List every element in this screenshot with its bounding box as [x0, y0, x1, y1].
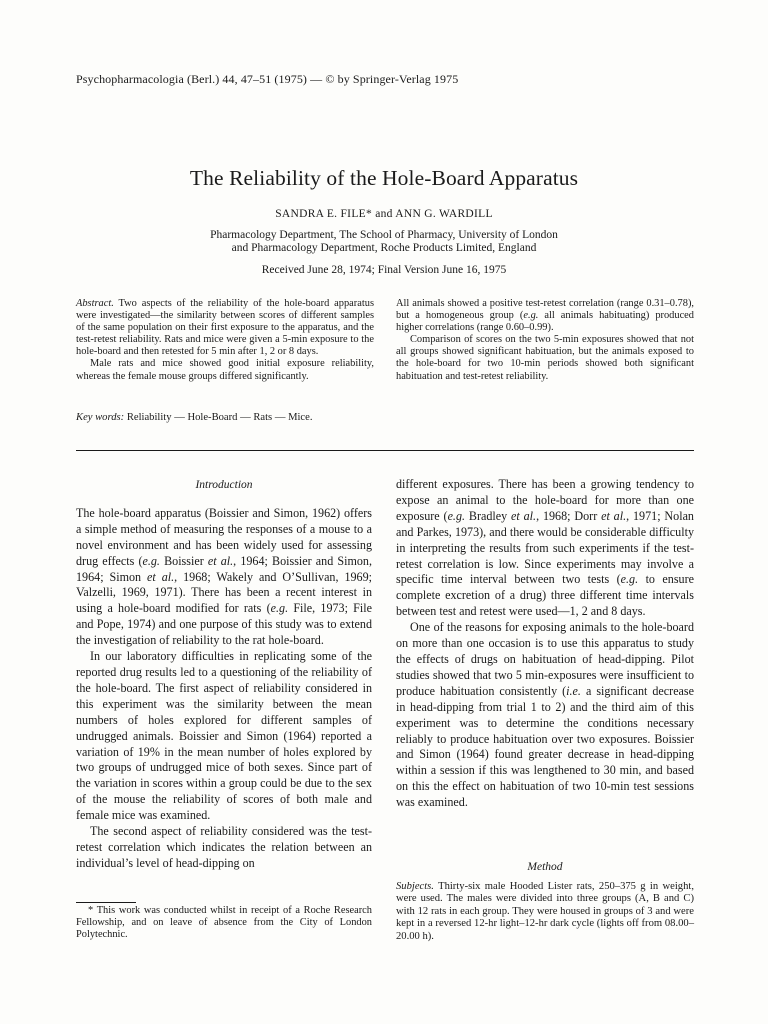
- intro-eg: e.g.: [447, 508, 466, 523]
- intro-paragraph-3: The second aspect of reliability considered was the test-retest correlation which indicates the relation between an individual’s level of head-dipping on: [76, 824, 372, 870]
- received-dates: Received June 28, 1974; Final Version June 16, 1975: [261, 264, 507, 276]
- abstract-text-3a: All animals showed a positive test-retest correlation (range 0.31–0.78), but a homogeneous group (: [396, 298, 694, 322]
- method-paragraph-1: [396, 881, 694, 943]
- intro-text: Boissier: [159, 553, 208, 568]
- subjects-label: Subjects.: [396, 881, 434, 892]
- intro-eg: e.g.: [270, 601, 289, 616]
- intro-etal: et al.: [511, 508, 537, 523]
- keywords-text: Reliability — Hole-Board — Rats — Mice.: [126, 412, 313, 423]
- abstract-eg: e.g.: [523, 310, 539, 322]
- intro-paragraph-2: In our laboratory difficulties in replicating some of the reported drug results led to a questioning of the reliability of the hole-board. The first aspect of reliability considered in this experiment was the similarity between the mean numbers of holes explored for different samples of undrugged animals. Boissier and Simon (1964) reported a variation of 19% in the mean number of holes explored by two groups of undrugged mice of both sexes. Since part of the variation in scores within a group could be due to the sex of the mouse the reliability of scores of both male and female mice was examined.: [76, 649, 372, 823]
- intro-text: , 1964; Boissier and Simon, 1964; Simon: [76, 553, 372, 584]
- abstract-paragraph-3: [396, 298, 694, 334]
- abstract-paragraph-2: Male rats and mice showed good initial exposure reliability, whereas the female mouse groups differed significantly.: [76, 358, 374, 382]
- intro-eg: e.g.: [142, 553, 160, 568]
- intro-paragraph-1: [76, 506, 372, 649]
- introduction-heading: Introduction: [195, 479, 253, 491]
- intro-text: , 1968; Dorr: [536, 508, 602, 523]
- intro-text: , 1971; Nolan and Parkes, 1973), and there would be considerable difficulty in interpreting the results from such experiments if the test-retest correlation is low. Since experiments may involve a specific time interval between two tests (: [396, 508, 694, 587]
- intro-text: File, 1973; File and Pope, 1974) and one purpose of this study was to extend the investigation of reliability to the rat hole-board.: [76, 601, 372, 648]
- article-title: The Reliability of the Hole-Board Apparatus: [189, 166, 579, 190]
- section-divider: [76, 450, 694, 451]
- abstract-right-column: [396, 298, 694, 383]
- intro-etal: et al.: [207, 553, 234, 568]
- subjects-text: Thirty-six male Hooded Lister rats, 250–375 g in weight, were used. The males were divided into three groups (A, B and C) with 12 rats in each group. They were housed in groups of 3 and were kept in a reversed 12-hr light–12-hr dark cycle (lights off from 08.00–20.00 h).: [396, 881, 694, 942]
- body-right-column: [396, 477, 694, 811]
- intro-text: different exposures. There has been a growing tendency to expose an animal to the hole-board for more than one exposure (: [396, 477, 694, 523]
- article-authors: SANDRA E. FILE* and ANN G. WARDILL: [275, 208, 493, 220]
- intro-paragraph-continued: [396, 477, 694, 620]
- method-subjects: [396, 881, 694, 943]
- intro-text: Bradley: [465, 508, 512, 523]
- abstract-label: Abstract.: [76, 298, 114, 309]
- abstract-paragraph-1: [76, 298, 374, 358]
- keywords: [76, 412, 396, 423]
- abstract-paragraph-4: Comparison of scores on the two 5-min exposures showed that not all groups showed significant habituation, but the animals exposed to the hole-board for two 10-min periods showed both significant habituation and test-retest reliability.: [396, 334, 694, 382]
- intro-etal: et al.: [601, 508, 627, 523]
- intro-ie: i.e.: [566, 683, 581, 698]
- affiliation-line-2: and Pharmacology Department, Roche Products Limited, England: [231, 242, 537, 254]
- body-left-column: [76, 478, 372, 872]
- keywords-label: Key words:: [76, 412, 125, 423]
- abstract-left-column: [76, 298, 374, 383]
- footnote-divider: [76, 902, 136, 903]
- abstract-text-1: Two aspects of the reliability of the hole-board apparatus were investigated—the similarity between scores of different samples of the same population on their first exposure to the apparatus, and the test-retest reliability. Rats and mice were given a 5-min exposure to the hole-board and then retested for 5 min after 1, 2 or 8 days.: [76, 298, 374, 358]
- intro-text: a significant decrease in head-dipping from trial 1 to 2) and the third aim of this experiment was to determine the conditions necessary reliably to produce habituation over two exposures. Boissier and Simon (1964) found greater decrease in head-dipping within a session if this was lengthened to 30 min, and based on this the effect on habituation of two 10-min test sessions was examined.: [396, 683, 694, 810]
- intro-etal: et al.: [147, 569, 175, 584]
- intro-eg: e.g.: [620, 572, 639, 587]
- intro-text: The hole-board apparatus (Boissier and Simon, 1962) offers a simple method of measuring the responses of a mouse to a novel environment and has been widely used for assessing drug effects (: [76, 505, 372, 568]
- intro-paragraph-4: [396, 620, 694, 811]
- author-affiliation: [0, 229, 768, 255]
- intro-text: One of the reasons for exposing animals to the hole-board on more than one occasion is to use this apparatus to study the effects of drugs on habituation of head-dipping. Pilot studies showed that two 5 min-exposures were insufficient to produce habituation consistently (: [396, 620, 694, 698]
- journal-citation: Psychopharmacologia (Berl.) 44, 47–51 (1975) — © by Springer-Verlag 1975: [76, 72, 459, 86]
- intro-text: , 1968; Wakely and O’Sullivan, 1969; Valzelli, 1969, 1971). There has been a recent interest in using a hole-board modified for rats (: [76, 569, 372, 616]
- intro-text: to ensure complete excretion of a drug) three different time intervals between test and retest were used—1, 2 and 8 days.: [396, 572, 694, 619]
- method-heading: Method: [527, 861, 563, 873]
- affiliation-line-1: Pharmacology Department, The School of Pharmacy, University of London: [210, 229, 558, 241]
- footnote: * This work was conducted whilst in receipt of a Roche Research Fellowship, and on leave of absence from the City of London Polytechnic.: [76, 905, 372, 941]
- abstract-text-3b: all animals habituating) produced higher correlations (range 0.60–0.99).: [396, 310, 694, 334]
